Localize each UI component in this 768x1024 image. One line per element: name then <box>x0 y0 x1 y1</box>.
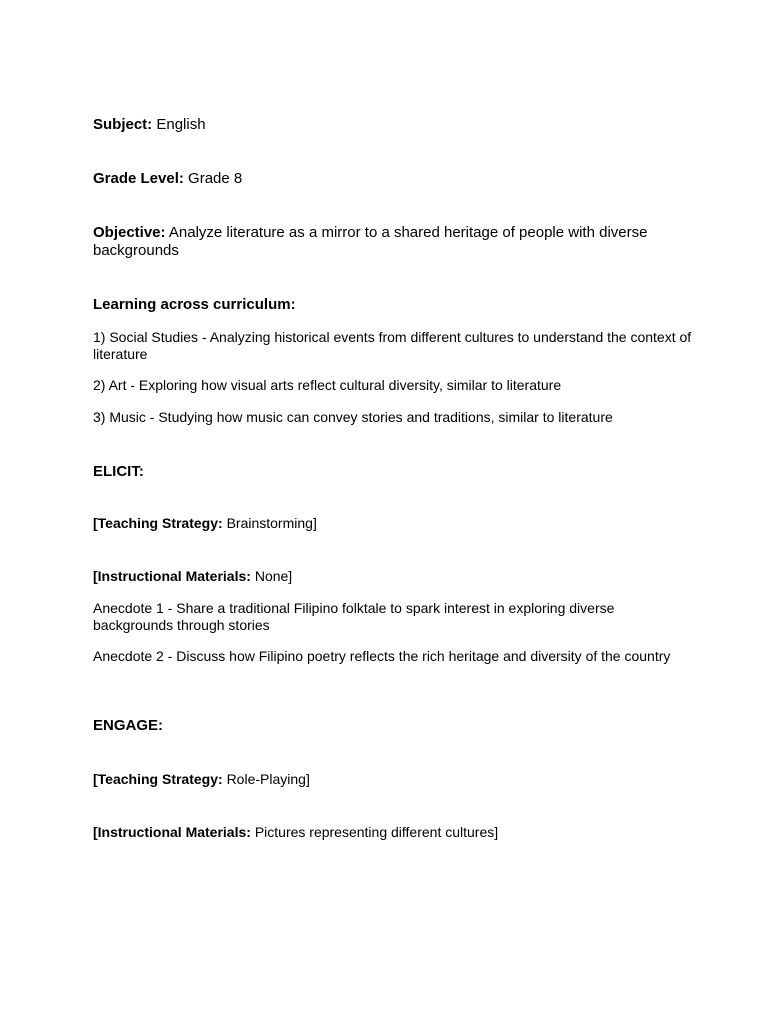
teaching-strategy-value: Role-Playing <box>226 771 306 787</box>
subject-line <box>93 116 693 134</box>
teaching-strategy-label: Teaching Strategy: <box>97 771 223 787</box>
elicit-teaching-strategy: [Teaching Strategy: Brainstorming] <box>93 515 317 531</box>
subject-label: Subject: <box>93 116 153 133</box>
elicit-instructional-materials: [Instructional Materials: None] <box>93 568 293 584</box>
instructional-materials-label: Instructional Materials: <box>97 824 251 840</box>
grade-level-value: Grade 8 <box>188 170 243 187</box>
engage-heading: ENGAGE: <box>93 717 164 734</box>
learning-across-curriculum-heading: Learning across curriculum: <box>93 296 296 313</box>
instructional-materials-label: Instructional Materials: <box>97 568 251 584</box>
engage-teaching-strategy: [Teaching Strategy: Role-Playing] <box>93 771 310 787</box>
grade-level-line <box>93 170 693 188</box>
grade-level-label: Grade Level: <box>93 170 184 187</box>
teaching-strategy-label: Teaching Strategy: <box>97 515 223 531</box>
curriculum-item: 2) Art - Exploring how visual arts reflect cultural diversity, similar to literature <box>93 377 562 393</box>
elicit-heading: ELICIT: <box>93 463 144 480</box>
objective-value: Analyze literature as a mirror to a shared heritage of people with diverse backgrounds <box>93 224 648 259</box>
objective-line <box>93 224 693 260</box>
curriculum-item: 1) Social Studies - Analyzing historical events from different cultures to understand the context of literature <box>93 329 692 362</box>
objective-label: Objective: <box>93 224 166 241</box>
anecdote-item: Anecdote 2 - Discuss how Filipino poetry reflects the rich heritage and diversity of the country <box>93 648 671 664</box>
instructional-materials-value: None <box>254 568 289 584</box>
subject-value: English <box>156 116 206 133</box>
engage-instructional-materials: [Instructional Materials: Pictures representing different cultures] <box>93 824 499 840</box>
instructional-materials-value: Pictures representing different cultures <box>254 824 495 840</box>
anecdote-item: Anecdote 1 - Share a traditional Filipino folktale to spark interest in exploring diverse backgrounds through stories <box>93 600 615 633</box>
curriculum-item: 3) Music - Studying how music can convey stories and traditions, similar to literature <box>93 409 613 425</box>
teaching-strategy-value: Brainstorming <box>226 515 313 531</box>
